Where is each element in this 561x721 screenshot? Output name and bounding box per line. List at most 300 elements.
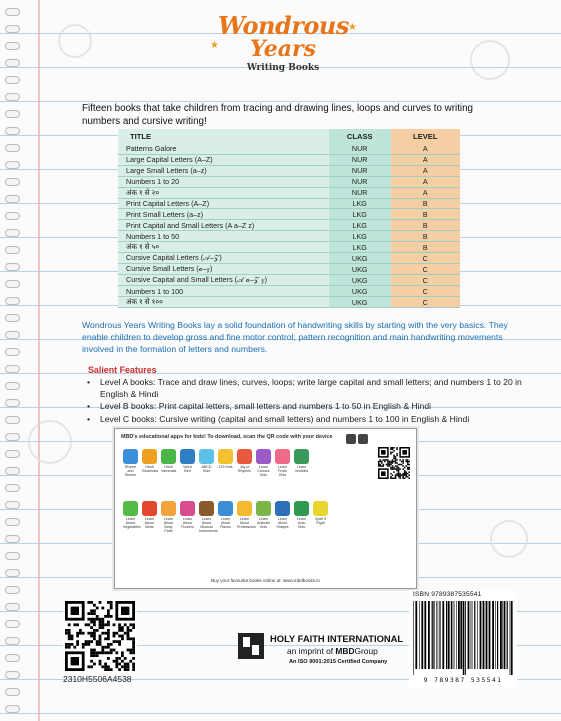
qr-module <box>127 626 130 629</box>
qr-module <box>390 453 392 455</box>
qr-module <box>101 665 104 668</box>
cell-class: NUR <box>329 187 391 198</box>
app-icon <box>256 449 271 464</box>
qr-module <box>87 612 90 615</box>
qr-module <box>129 651 132 654</box>
spiral-ring <box>5 569 20 577</box>
qr-module <box>390 462 392 464</box>
cell-class: LKG <box>329 231 391 242</box>
apps-qr-code <box>378 447 410 479</box>
spiral-ring <box>5 365 20 373</box>
spiral-ring <box>5 399 20 407</box>
qr-module <box>407 468 409 470</box>
app-label: Learn Urdu Kids <box>296 517 307 529</box>
qr-module <box>127 649 130 652</box>
qr-module <box>90 621 93 624</box>
qr-module <box>132 623 135 626</box>
qr-module <box>395 456 397 458</box>
qr-module <box>399 459 401 461</box>
app-label: Learn About Professions <box>237 517 256 529</box>
app-tile <box>161 449 176 477</box>
spiral-ring <box>5 552 20 560</box>
barcode-bar <box>456 601 457 669</box>
qr-module <box>121 651 124 654</box>
qr-finder <box>402 450 407 455</box>
qr-module <box>93 612 96 615</box>
app-label: 123 Kids <box>218 465 233 469</box>
qr-module <box>407 462 409 464</box>
qr-module <box>398 464 400 466</box>
logo-subtitle: Writing Books <box>246 63 320 73</box>
barcode-bar <box>477 601 478 669</box>
qr-module <box>132 665 135 668</box>
qr-module <box>390 447 392 449</box>
app-tile <box>237 449 252 477</box>
qr-module <box>402 473 404 475</box>
qr-module <box>118 663 121 666</box>
qr-module <box>127 635 130 638</box>
cell-title: Print Capital and Small Letters (A a–Z z) <box>118 220 329 231</box>
table-row <box>118 275 460 286</box>
app-tile <box>123 449 138 477</box>
app-tile <box>161 501 176 533</box>
qr-module <box>76 632 79 635</box>
spiral-ring <box>5 620 20 628</box>
app-label: Rhyme and Stories <box>124 465 137 477</box>
qr-module <box>393 467 395 469</box>
spiral-ring <box>5 654 20 662</box>
qr-module <box>104 651 107 654</box>
app-tile <box>275 449 290 477</box>
qr-module <box>71 635 74 638</box>
qr-module <box>129 629 132 632</box>
cell-class: NUR <box>329 176 391 187</box>
qr-module <box>384 461 386 463</box>
qr-module <box>405 461 407 463</box>
qr-module <box>121 629 124 632</box>
series-description: Wondrous Years Writing Books lay a solid foundation of handwriting skills by starting with the very basics. They enable children to develop gross and fine motor control; pattern recognition and main handwriting movements involved in the formation of letters and numbers. <box>82 320 508 354</box>
qr-module <box>408 467 410 469</box>
spiral-binding <box>2 0 22 721</box>
spiral-ring <box>5 518 20 526</box>
qr-module <box>101 618 104 621</box>
qr-module <box>99 601 102 604</box>
barcode-bar <box>432 601 433 669</box>
qr-module <box>384 459 386 461</box>
isbn-label: ISBN 9789387535541 <box>413 591 482 598</box>
spiral-ring <box>5 705 20 713</box>
qr-module <box>404 473 406 475</box>
qr-module <box>115 632 118 635</box>
qr-module <box>405 473 407 475</box>
qr-module <box>390 473 392 475</box>
qr-module <box>76 635 79 638</box>
barcode-bar <box>500 601 502 669</box>
app-tile <box>218 501 233 533</box>
app-label: Learn About Body Parts <box>163 517 174 533</box>
qr-module <box>396 465 398 467</box>
qr-module <box>96 629 99 632</box>
qr-module <box>378 465 380 467</box>
qr-module <box>96 654 99 657</box>
app-label: Learn Animals Kids <box>257 517 270 529</box>
app-tile <box>123 501 141 533</box>
qr-module <box>396 459 398 461</box>
qr-module <box>107 668 110 671</box>
cell-title: Cursive Small Letters (𝒶–𝓏) <box>118 264 329 275</box>
barcode <box>409 601 517 675</box>
barcode-bar <box>419 601 420 669</box>
qr-module <box>396 455 398 457</box>
qr-module <box>118 635 121 638</box>
star-icon: ★ <box>348 22 357 33</box>
app-label: Learn Colours Kids <box>257 465 270 477</box>
qr-module <box>115 651 118 654</box>
qr-module <box>115 663 118 666</box>
app-icon <box>294 501 309 516</box>
app-icon <box>218 501 233 516</box>
cell-class: NUR <box>329 154 391 165</box>
qr-module <box>399 464 401 466</box>
qr-module <box>90 626 93 629</box>
qr-module <box>390 477 392 479</box>
qr-module <box>408 468 410 470</box>
qr-module <box>118 623 121 626</box>
spiral-ring <box>5 382 20 390</box>
qr-module <box>93 649 96 652</box>
apps-footer: Buy your favourite books online at: www.mbdbooks.in <box>211 578 320 583</box>
spiral-ring <box>5 688 20 696</box>
spiral-ring <box>5 348 20 356</box>
barcode-bar <box>495 601 496 669</box>
qr-module <box>392 474 394 476</box>
qr-module <box>404 470 406 472</box>
cell-title: Numbers 1 to 50 <box>118 231 329 242</box>
qr-module <box>396 467 398 469</box>
logo-title-line2: Years <box>249 36 317 62</box>
cell-class: NUR <box>329 144 391 154</box>
app-label: Learn Vehicles <box>294 465 309 473</box>
qr-module <box>393 458 395 460</box>
intro-text: Fifteen books that take children from tracing and drawing lines, loops and curves to writing numbers and cursive writing! <box>82 103 473 127</box>
table-row <box>118 297 460 308</box>
qr-module <box>392 462 394 464</box>
qr-module <box>396 474 398 476</box>
cell-class: UKG <box>329 264 391 275</box>
qr-module <box>104 637 107 640</box>
app-label: ABCD Kids <box>201 465 212 473</box>
table-row <box>118 187 460 198</box>
qr-module <box>93 609 96 612</box>
spiral-ring <box>5 144 20 152</box>
qr-module <box>390 449 392 451</box>
qr-module <box>90 618 93 621</box>
qr-module <box>402 468 404 470</box>
app-tile <box>256 449 271 477</box>
qr-module <box>113 635 116 638</box>
app-tile <box>313 501 328 533</box>
qr-module <box>396 462 398 464</box>
qr-module <box>99 635 102 638</box>
list-item: • Level B books: Print capital letters, small letters and numbers 1 to 50 in English & Hindi <box>84 401 524 413</box>
qr-module <box>93 637 96 640</box>
qr-module <box>383 465 385 467</box>
spiral-ring <box>5 42 20 50</box>
qr-module <box>93 623 96 626</box>
qr-module <box>396 470 398 472</box>
spiral-ring <box>5 416 20 424</box>
list-item: • Level C books: Cursive writing (capital and small letters) and numbers 1 to 100 in English & Hindi <box>84 414 524 426</box>
qr-module <box>110 601 113 604</box>
cell-title: अंक १ से २० <box>118 187 329 198</box>
spiral-ring <box>5 246 20 254</box>
qr-module <box>90 632 93 635</box>
qr-module <box>127 637 130 640</box>
books-table <box>118 129 460 308</box>
qr-module <box>392 467 394 469</box>
qr-module <box>408 471 410 473</box>
qr-module <box>381 465 383 467</box>
qr-module <box>101 621 104 624</box>
qr-module <box>405 471 407 473</box>
margin-line <box>38 0 40 721</box>
qr-module <box>390 452 392 454</box>
qr-module <box>104 615 107 618</box>
app-label: Hindi Swarmala <box>142 465 158 473</box>
qr-module <box>73 646 76 649</box>
qr-module <box>398 470 400 472</box>
qr-module <box>110 668 113 671</box>
qr-module <box>96 618 99 621</box>
qr-module <box>395 461 397 463</box>
cell-level: A <box>391 154 461 165</box>
app-tile <box>142 449 157 477</box>
app-tile <box>256 501 271 533</box>
qr-module <box>392 452 394 454</box>
isbn-digits: 9 789387 535541 <box>423 676 503 684</box>
app-icon <box>275 449 290 464</box>
spiral-ring <box>5 161 20 169</box>
cell-class: UKG <box>329 275 391 286</box>
iso-certification: An ISO 9001:2015 Certified Company <box>289 659 388 665</box>
android-store-icon <box>358 434 368 444</box>
app-label: Learn About Musical Instruments <box>199 517 218 533</box>
qr-module <box>107 651 110 654</box>
qr-module <box>93 618 96 621</box>
app-tile <box>180 501 195 533</box>
qr-module <box>99 660 102 663</box>
table-row <box>118 154 460 165</box>
spiral-ring <box>5 603 20 611</box>
cell-level: B <box>391 242 461 253</box>
qr-module <box>107 601 110 604</box>
cell-level: B <box>391 198 461 209</box>
barcode-bar <box>433 601 434 669</box>
qr-module <box>99 618 102 621</box>
qr-module <box>110 604 113 607</box>
barcode-bar <box>458 601 460 669</box>
qr-module <box>90 651 93 654</box>
barcode-bar <box>492 601 494 669</box>
barcode-bar <box>502 601 503 669</box>
qr-module <box>127 665 130 668</box>
cell-class: UKG <box>329 297 391 308</box>
qr-module <box>85 640 88 643</box>
qr-module <box>118 668 121 671</box>
cell-title: अंक १ से ५० <box>118 242 329 253</box>
qr-module <box>124 668 127 671</box>
qr-module <box>378 461 380 463</box>
qr-module <box>389 464 391 466</box>
qr-module <box>383 459 385 461</box>
qr-module <box>407 464 409 466</box>
column-header-class: CLASS <box>329 129 391 144</box>
qr-module <box>107 615 110 618</box>
spiral-ring <box>5 25 20 33</box>
column-header-level: LEVEL <box>391 129 461 144</box>
cell-title: Numbers 1 to 20 <box>118 176 329 187</box>
apps-heading: MBD's educational apps for kids! To download, scan the QR code with your device <box>121 434 333 440</box>
cell-level: A <box>391 187 461 198</box>
qr-module <box>129 660 132 663</box>
publisher-imprint <box>287 646 378 656</box>
qr-module <box>107 646 110 649</box>
qr-module <box>396 473 398 475</box>
qr-module <box>90 665 93 668</box>
qr-module <box>401 461 403 463</box>
qr-module <box>402 461 404 463</box>
qr-module <box>389 461 391 463</box>
barcode-bar <box>424 601 426 669</box>
qr-module <box>398 471 400 473</box>
qr-module <box>127 668 130 671</box>
qr-module <box>390 467 392 469</box>
qr-module <box>393 477 395 479</box>
table-row <box>118 144 460 154</box>
qr-module <box>401 464 403 466</box>
qr-module <box>398 473 400 475</box>
barcode-bar <box>483 601 485 669</box>
background-doodle <box>58 24 92 58</box>
qr-module <box>387 459 389 461</box>
barcode-bar <box>415 601 417 669</box>
qr-module <box>399 476 401 478</box>
barcode-bar <box>454 601 455 669</box>
qr-module <box>399 473 401 475</box>
qr-module <box>96 643 99 646</box>
qr-module <box>87 640 90 643</box>
qr-module <box>99 626 102 629</box>
qr-module <box>124 663 127 666</box>
table-row <box>118 165 460 176</box>
qr-module <box>99 640 102 643</box>
qr-module <box>90 649 93 652</box>
qr-module <box>124 623 127 626</box>
qr-module <box>390 461 392 463</box>
qr-module <box>118 657 121 660</box>
table-row <box>118 198 460 209</box>
qr-module <box>132 643 135 646</box>
qr-module <box>115 640 118 643</box>
qr-module <box>99 663 102 666</box>
cell-level: C <box>391 286 461 297</box>
app-tile <box>294 449 309 477</box>
qr-module <box>396 449 398 451</box>
barcode-bar <box>510 601 511 675</box>
qr-module <box>121 626 124 629</box>
table-row <box>118 286 460 297</box>
qr-module <box>407 467 409 469</box>
qr-module <box>395 462 397 464</box>
spiral-ring <box>5 127 20 135</box>
qr-module <box>113 632 116 635</box>
qr-module <box>87 601 90 604</box>
app-label: Learn About Birds <box>144 517 155 529</box>
qr-module <box>115 657 118 660</box>
qr-module <box>113 640 116 643</box>
barcode-bar <box>474 601 475 669</box>
spiral-ring <box>5 263 20 271</box>
qr-module <box>68 635 71 638</box>
barcode-bar <box>460 601 462 669</box>
table-row <box>118 231 460 242</box>
qr-module <box>79 629 82 632</box>
app-label: Spell it Right <box>315 517 326 525</box>
barcode-bar <box>472 601 473 669</box>
qr-finder <box>121 607 129 615</box>
qr-module <box>90 635 93 638</box>
qr-code-text: 2310H5506A4538 <box>63 674 132 684</box>
qr-module <box>87 632 90 635</box>
qr-module <box>392 477 394 479</box>
imprint-suffix: Group <box>354 646 378 656</box>
qr-module <box>68 632 71 635</box>
barcode-bar <box>442 601 444 669</box>
apps-row <box>123 501 328 533</box>
app-label: Learn About Flowers <box>181 517 194 529</box>
qr-module <box>93 635 96 638</box>
app-icon <box>218 449 233 464</box>
qr-module <box>87 665 90 668</box>
spiral-ring <box>5 467 20 475</box>
qr-module <box>110 615 113 618</box>
qr-module <box>390 464 392 466</box>
qr-finder <box>381 471 386 476</box>
column-header-title: TITLE <box>118 129 329 144</box>
app-label: Learn About Places <box>220 517 231 529</box>
qr-module <box>407 459 409 461</box>
qr-module <box>121 660 124 663</box>
barcode-bar <box>489 601 491 669</box>
spiral-ring <box>5 229 20 237</box>
qr-module <box>107 657 110 660</box>
qr-module <box>76 643 79 646</box>
cell-level: B <box>391 220 461 231</box>
qr-module <box>124 665 127 668</box>
qr-module <box>90 601 93 604</box>
app-icon <box>142 449 157 464</box>
qr-module <box>118 629 121 632</box>
qr-module <box>395 468 397 470</box>
qr-module <box>104 668 107 671</box>
qr-module <box>110 651 113 654</box>
qr-module <box>93 651 96 654</box>
app-icon <box>123 449 138 464</box>
qr-module <box>65 629 68 632</box>
qr-module <box>113 649 116 652</box>
spiral-ring <box>5 93 20 101</box>
spiral-ring <box>5 501 20 509</box>
